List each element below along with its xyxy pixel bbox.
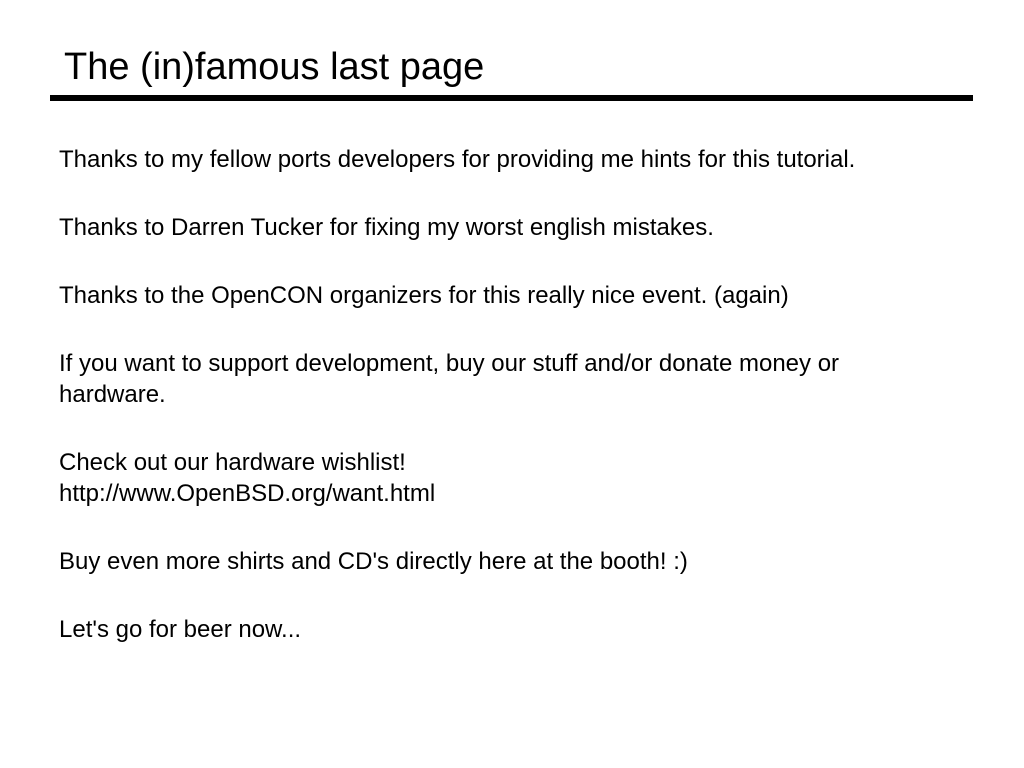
text-line: Check out our hardware wishlist!	[59, 449, 406, 476]
text-line: hardware.	[59, 381, 166, 408]
text-line: If you want to support development, buy our stuff and/or donate money or	[59, 350, 840, 377]
text-line: Buy even more shirts and CD's directly here at the booth! :)	[59, 548, 688, 575]
paragraph-go-for-beer	[59, 614, 994, 645]
slide-body	[59, 144, 994, 682]
paragraph-support-development	[59, 348, 994, 410]
page-title: The (in)famous last page	[64, 46, 485, 88]
paragraph-hardware-wishlist	[59, 447, 994, 509]
title-underline	[50, 95, 973, 101]
paragraph-thanks-darren-tucker	[59, 212, 994, 243]
text-line: Thanks to Darren Tucker for fixing my worst english mistakes.	[59, 214, 714, 241]
text-line: Thanks to the OpenCON organizers for this really nice event. (again)	[59, 282, 789, 309]
wishlist-url-text: http://www.OpenBSD.org/want.html	[59, 480, 436, 507]
text-line: Thanks to my fellow ports developers for providing me hints for this tutorial.	[59, 146, 856, 173]
text-line: Let's go for beer now...	[59, 616, 302, 643]
paragraph-thanks-ports-developers	[59, 144, 994, 175]
paragraph-buy-shirts-cds	[59, 546, 994, 577]
paragraph-thanks-opencon	[59, 280, 994, 311]
